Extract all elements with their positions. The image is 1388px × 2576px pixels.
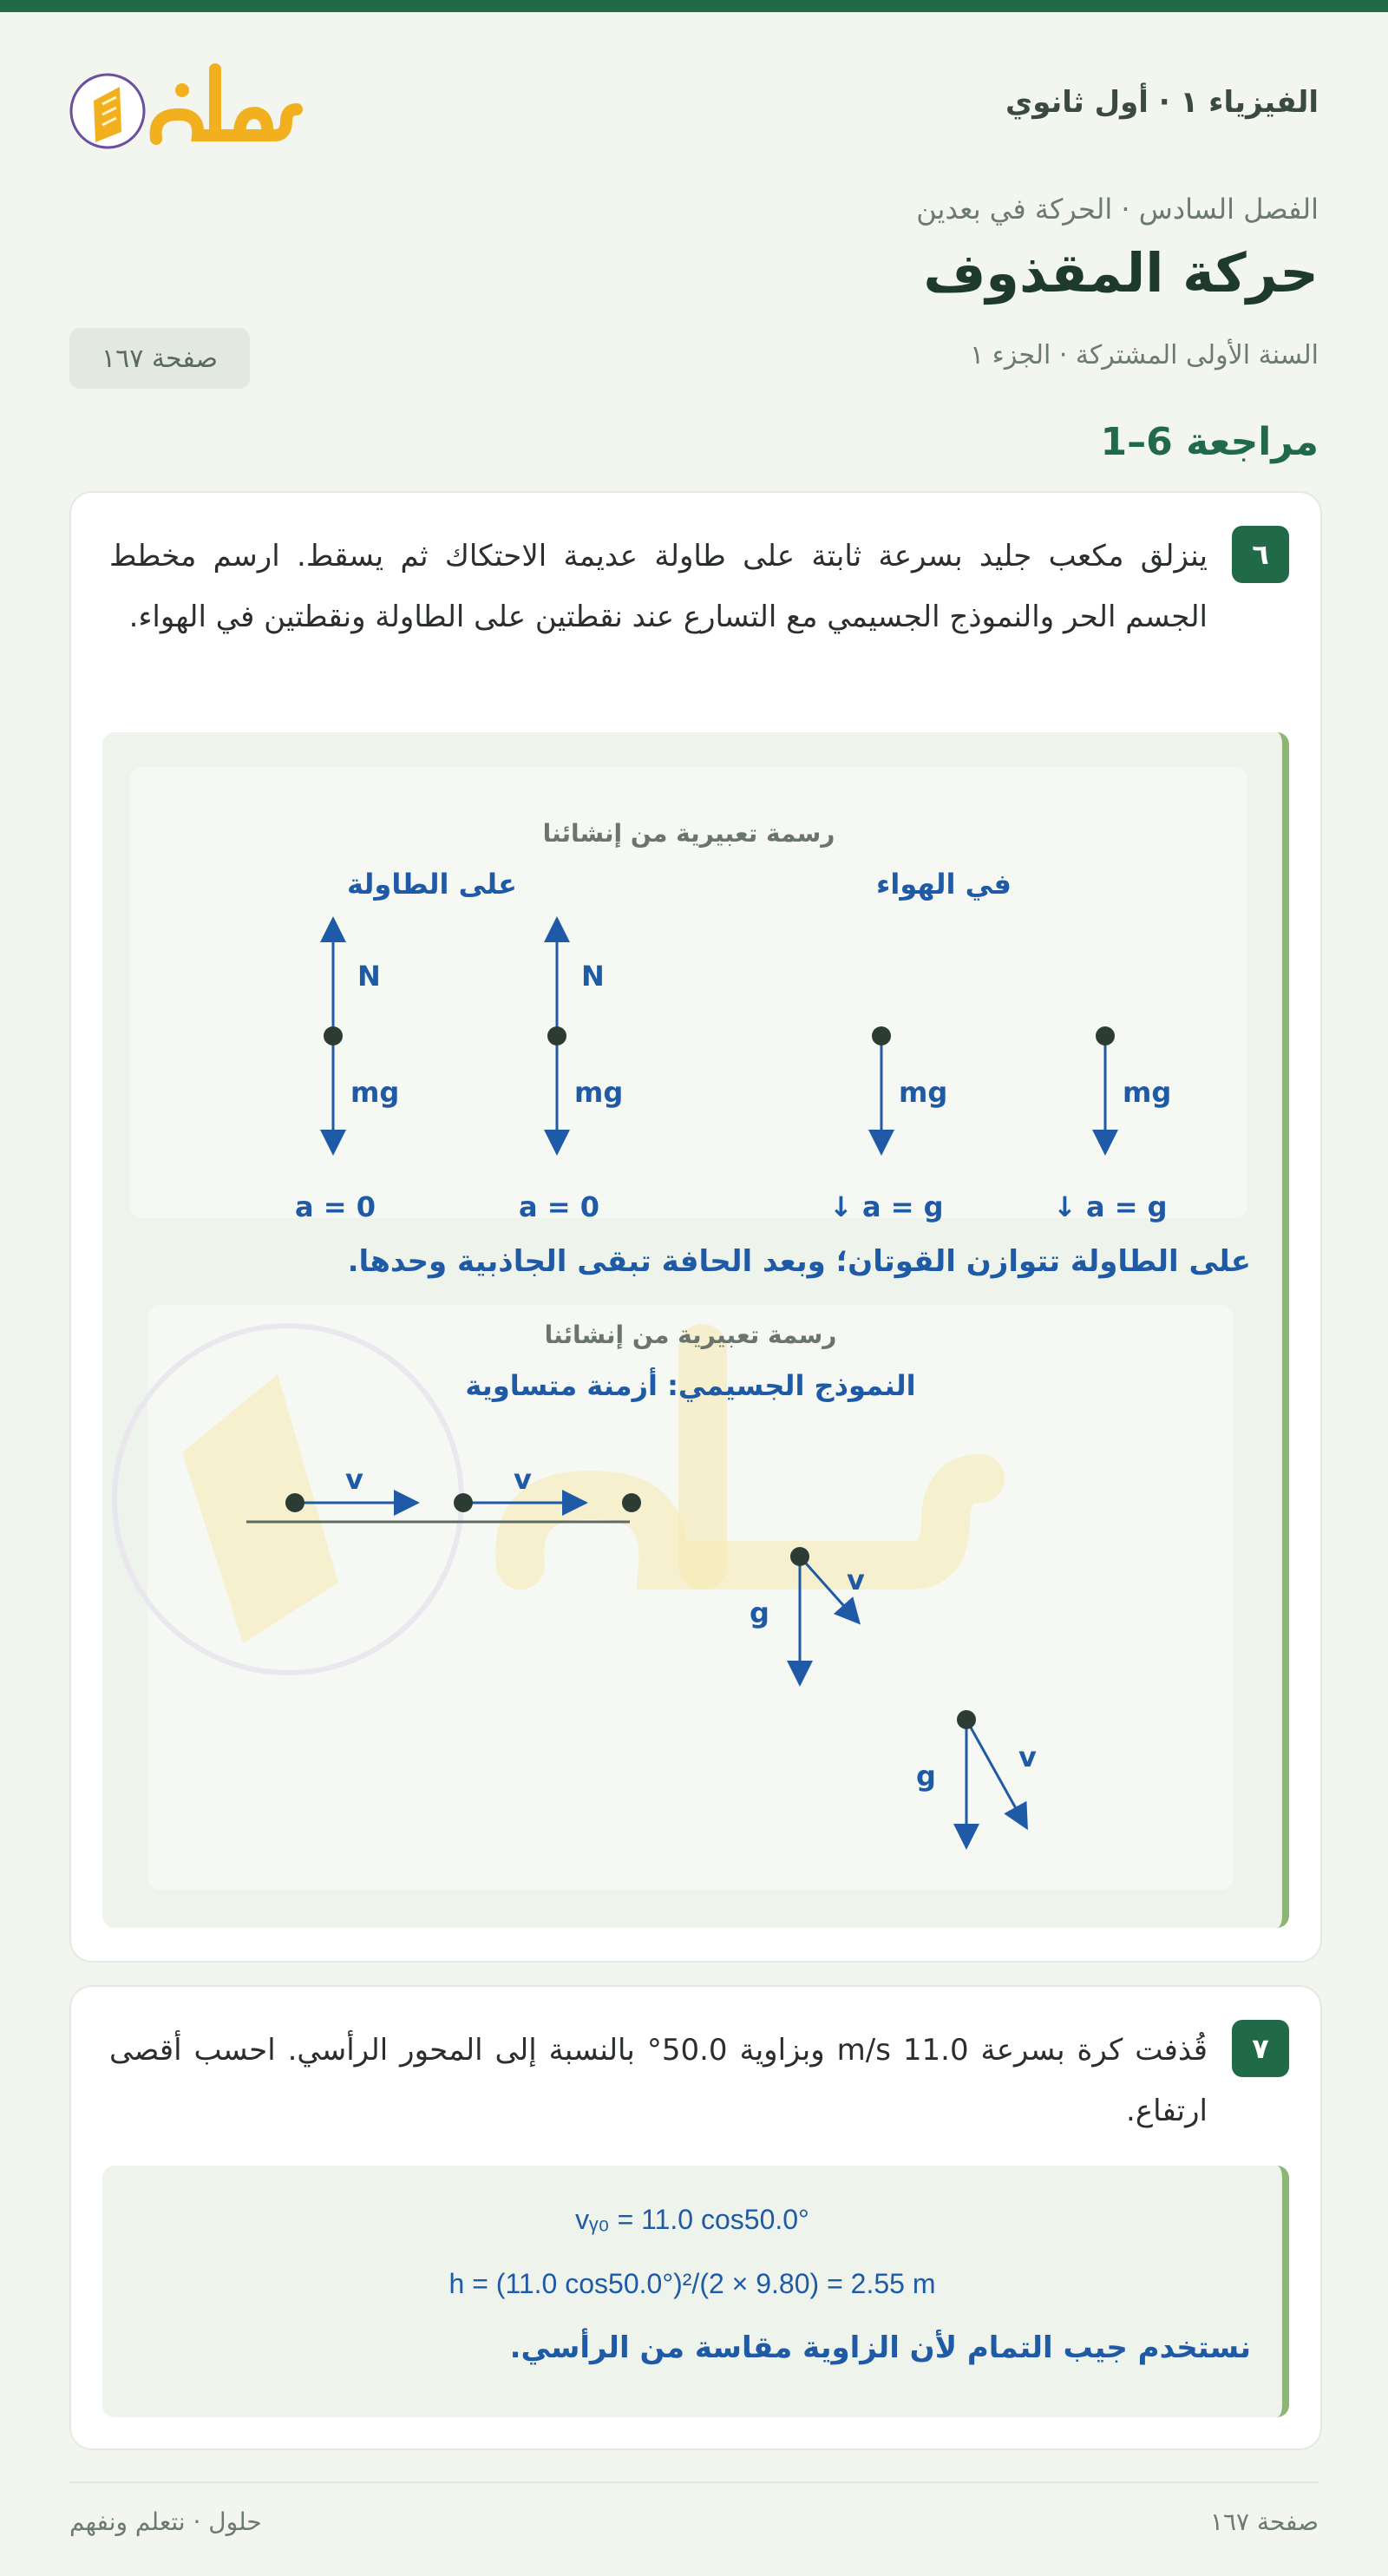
footer-page-number: صفحة ١٦٧ — [1209, 2507, 1319, 2536]
weight-label: mg — [1123, 1076, 1172, 1109]
question-card-7 — [69, 1985, 1322, 2450]
diagram-caption: رسمة تعبيرية من إنشائنا — [542, 819, 835, 848]
weight-label: mg — [350, 1076, 400, 1109]
normal-force-label: N — [357, 960, 381, 993]
particle-dot — [454, 1493, 473, 1512]
footer-brand-tagline: حلول · نتعلم ونفهم — [69, 2507, 262, 2536]
equation-max-height: h = (11.0 cos50.0°)²/(2 × 9.80) = 2.55 m — [448, 2268, 936, 2299]
velocity-arrow — [966, 1720, 1025, 1825]
brand-wordmark-stroke — [156, 109, 297, 139]
question-number-badge: ٦ — [1232, 526, 1289, 583]
answer-box — [102, 732, 1289, 1928]
particle-dot — [324, 1026, 343, 1045]
section-title: مراجعة 6–1 — [1100, 420, 1319, 464]
gravity-label: g — [916, 1760, 936, 1793]
answer-box — [102, 2166, 1289, 2417]
particle-model-title: النموذج الجسيمي: أزمنة متساوية — [465, 1369, 916, 1402]
page-header — [69, 52, 1319, 165]
question-text: قُذفت كرة بسرعة 11.0 m/s وبزاوية 50.0° بالنسبة إلى المحور الرأسي. احسب أقصى ارتفاع. — [109, 2033, 1208, 2128]
velocity-label: v — [345, 1463, 363, 1496]
label-on-table: على الطاولة — [347, 868, 517, 901]
free-body-diagram — [130, 767, 1247, 1223]
particle-dot — [957, 1710, 976, 1729]
question-card-6 — [69, 491, 1322, 1963]
velocity-label: v — [1018, 1740, 1037, 1773]
diagram-caption: رسمة تعبيرية من إنشائنا — [544, 1321, 837, 1349]
particle-dot — [790, 1547, 809, 1566]
particle-dot — [285, 1493, 304, 1512]
normal-force-label: N — [581, 960, 605, 993]
weight-label: mg — [899, 1076, 948, 1109]
subject-title: الفيزياء ١ · أول ثانوي — [1005, 85, 1319, 120]
breadcrumb: الفصل السادس · الحركة في بعدين — [916, 193, 1319, 226]
particle-dot — [547, 1026, 566, 1045]
particle-dot — [872, 1026, 891, 1045]
velocity-label: v — [847, 1563, 865, 1596]
weight-label: mg — [574, 1076, 624, 1109]
acceleration-label: ↓ a = g — [1053, 1190, 1168, 1223]
footer-divider — [69, 2481, 1319, 2483]
label-in-air: في الهواء — [876, 868, 1012, 901]
page-title: حركة المقذوف — [923, 241, 1319, 305]
gravity-label: g — [750, 1596, 769, 1629]
answer-note: نستخدم جيب التمام لأن الزاوية مقاسة من الرأسي. — [509, 2330, 1251, 2365]
top-accent-bar — [0, 0, 1388, 12]
particle-dot — [1096, 1026, 1115, 1045]
particle-model-arrows — [147, 1305, 1223, 1890]
particle-dot — [622, 1493, 641, 1512]
page-number-badge: صفحة ١٦٧ — [69, 328, 250, 389]
acceleration-label: a = 0 — [295, 1190, 376, 1223]
answer-conclusion: على الطاولة تتوازن القوتان؛ وبعد الحافة تبقى الجاذبية وحدها. — [347, 1244, 1251, 1279]
question-number-badge: ٧ — [1232, 2020, 1289, 2077]
equation-initial-vertical-velocity: vᵧ₀ = 11.0 cos50.0° — [575, 2204, 809, 2235]
acceleration-label: a = 0 — [519, 1190, 599, 1223]
lesson-meta: السنة الأولى المشتركة · الجزء ١ — [970, 340, 1319, 370]
velocity-label: v — [514, 1463, 532, 1496]
question-text: ينزلق مكعب جليد بسرعة ثابتة على طاولة عديمة الاحتكاك ثم يسقط. ارسم مخطط الجسم الحر والنموذج الجسيمي مع التسارع عند نقطتين على الطاولة ونقطتين في الهواء. — [109, 539, 1208, 634]
force-arrows — [130, 767, 1249, 1218]
brand-logo[interactable] — [69, 52, 330, 165]
acceleration-label: ↓ a = g — [829, 1190, 944, 1223]
particle-model-diagram — [147, 1305, 1234, 1890]
